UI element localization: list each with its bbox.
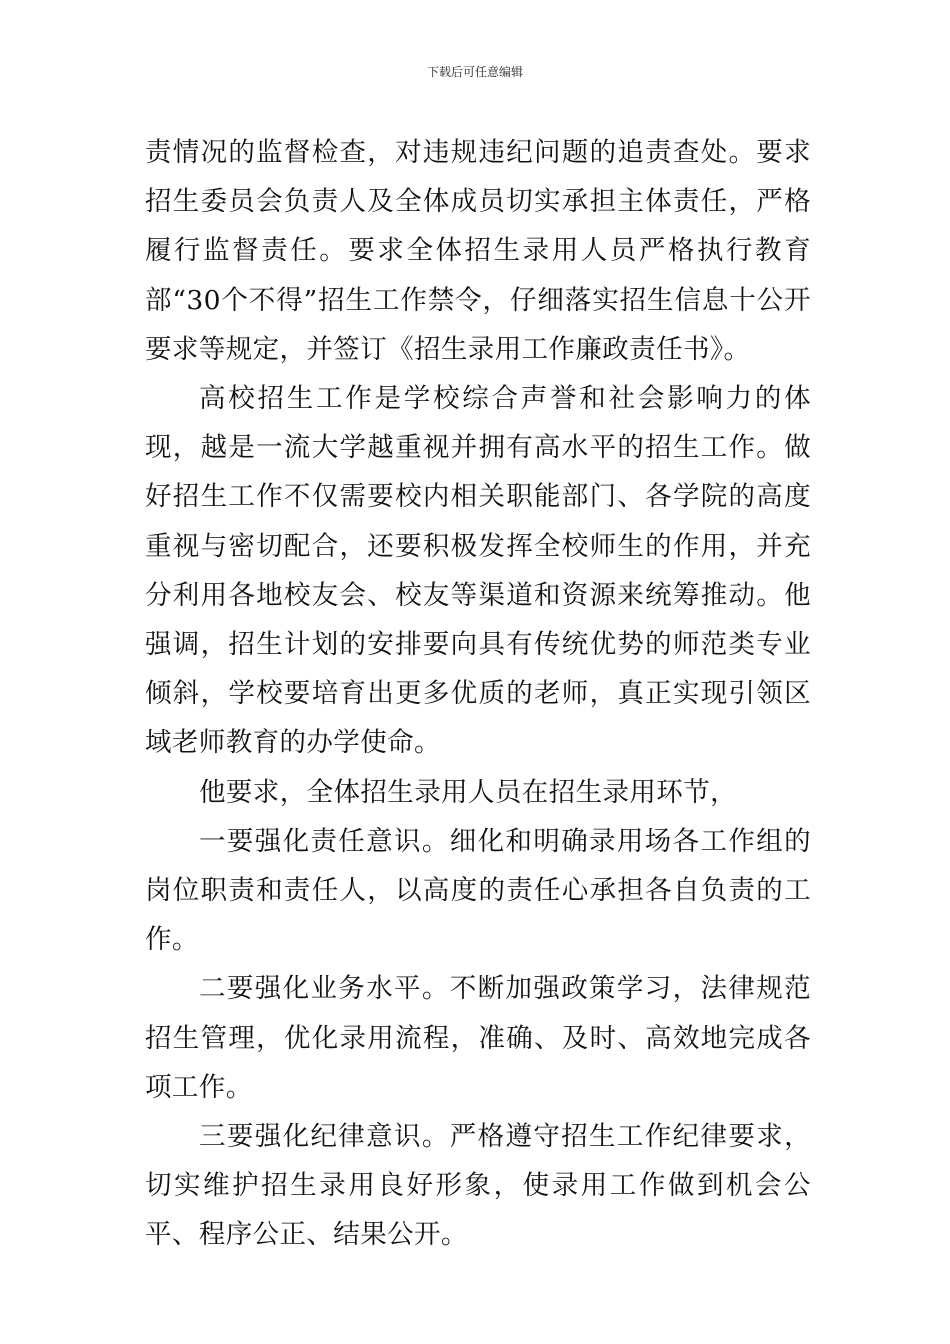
- paragraph-requirement-discipline: 三要强化纪律意识。严格遵守招生工作纪律要求，切实维护招生录用良好形象，使录用工作做到机会公平、程序公正、结果公开。: [145, 1121, 811, 1251]
- paragraph-requirement-skills: 二要强化业务水平。不断加强政策学习，法律规范招生管理，优化录用流程，准确、及时、高效地完成各项工作。: [145, 973, 811, 1103]
- document-body: [145, 128, 811, 1260]
- page-header: 下载后可任意编辑: [426, 65, 523, 79]
- paragraph-continuation: 责情况的监督检查，对违规违纪问题的追责查处。要求招生委员会负责人及全体成员切实承担主体责任，严格履行监督责任。要求全体招生录用人员严格执行教育部“30个不得”招生工作禁令，仔细落实招生信息十公开要求等规定，并签订《招生录用工作廉政责任书》。: [145, 137, 811, 365]
- paragraph-requirement-responsibility: 一要强化责任意识。细化和明确录用场各工作组的岗位职责和责任人，以高度的责任心承担各自负责的工作。: [145, 825, 811, 956]
- paragraph-requirements-intro: 他要求，全体招生录用人员在招生录用环节，: [199, 776, 737, 808]
- paragraph-admissions-importance: 高校招生工作是学校综合声誉和社会影响力的体现，越是一流大学越重视并拥有高水平的招生工作。做好招生工作不仅需要校内相关职能部门、各学院的高度重视与密切配合，还要积极发挥全校师生的作用，并充分利用各地校友会、校友等渠道和资源来统筹推动。他强调，招生计划的安排要向具有传统优势的师范类专业倾斜，学校要培育出更多优质的老师，真正实现引领区域老师教育的办学使命。: [145, 383, 811, 759]
